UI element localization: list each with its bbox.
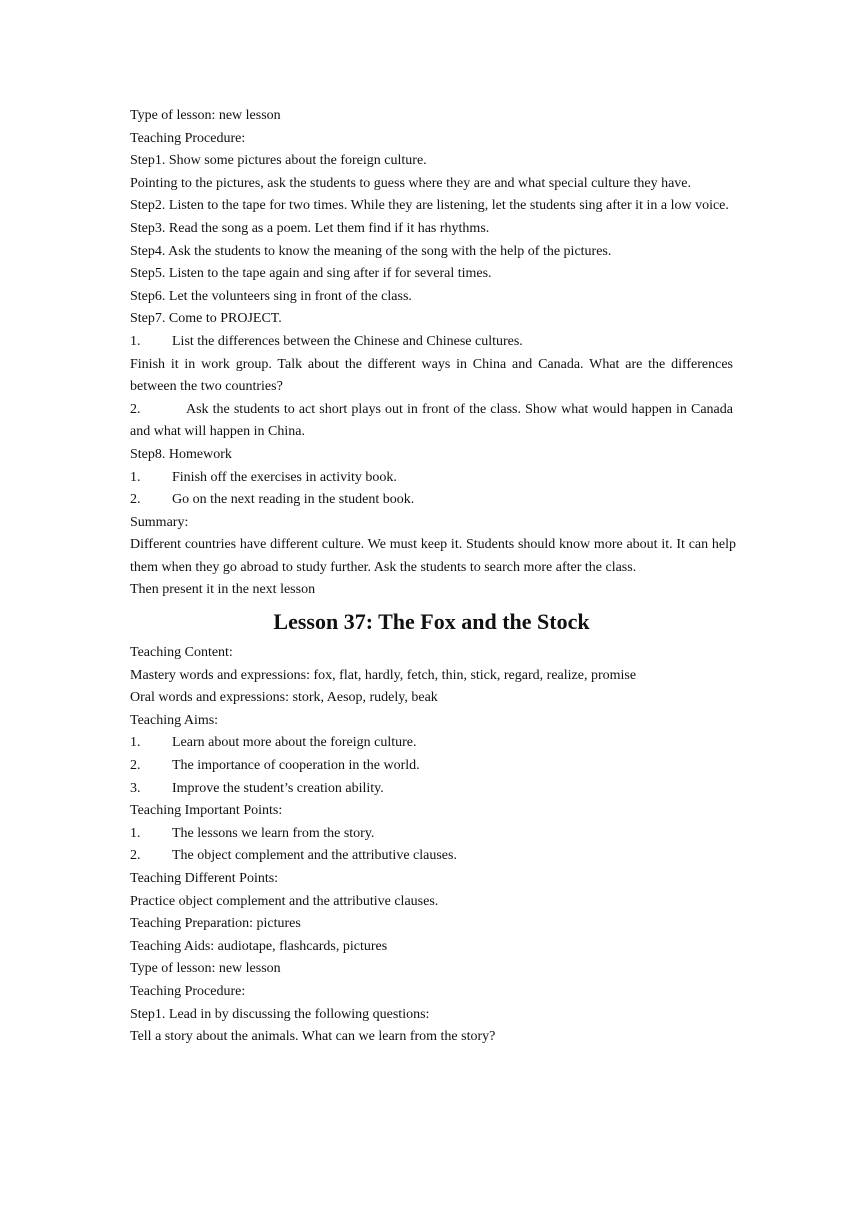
summary-last: Then present it in the next lesson (130, 582, 316, 598)
step-1-detail: Pointing to the pictures, ask the students to guess where they are and what special culture they have. (130, 175, 692, 191)
list-item (130, 845, 733, 868)
list-text: Finish off the exercises in activity book. (172, 469, 397, 485)
list-item (130, 823, 733, 846)
important-heading: Teaching Important Points: (130, 803, 283, 819)
list-text: Ask the students to act short plays out in front of the class. Show what would happen in Canada and what will happen in China. (130, 401, 733, 440)
project-detail: Finish it in work group. Talk about the different ways in China and Canada. What are the differences between the two countries? (130, 356, 733, 395)
summary-text: Different countries have different culture. We must keep it. Students should know more about it. It can help them when they go abroad to study further. Ask the students to search more after the class. (130, 537, 736, 575)
step-1-detail: Tell a story about the animals. What can we learn from the story? (130, 1029, 496, 1045)
list-item (130, 467, 733, 490)
step-2: Step2. Listen to the tape for two times. While they are listening, let the students sing after it in a low voice. (130, 198, 729, 214)
list-item (130, 489, 733, 512)
aids: Teaching Aids: audiotape, flashcards, pictures (130, 938, 388, 954)
list-text: List the differences between the Chinese and Chinese cultures. (172, 333, 523, 349)
procedure-heading: Teaching Procedure: (130, 983, 246, 999)
list-item (130, 732, 733, 755)
list-text: Learn about more about the foreign culture. (172, 735, 417, 751)
list-item (130, 331, 733, 354)
step-1: Step1. Show some pictures about the foreign culture. (130, 153, 427, 169)
summary-heading: Summary: (130, 514, 189, 530)
list-text: Improve the student’s creation ability. (172, 780, 384, 796)
oral-words: Oral words and expressions: stork, Aesop, rudely, beak (130, 690, 438, 706)
type-of-lesson: Type of lesson: new lesson (130, 961, 281, 977)
step-8: Step8. Homework (130, 446, 232, 462)
list-number: 2. (130, 758, 141, 774)
list-text: Go on the next reading in the student book. (172, 492, 415, 508)
list-number: 2. (130, 848, 141, 864)
list-number: 1. (130, 469, 141, 485)
list-item (130, 399, 733, 444)
lesson-title: Lesson 37: The Fox and the Stock (273, 609, 590, 635)
list-text: The lessons we learn from the story. (172, 825, 375, 841)
document-page (130, 105, 736, 1049)
preparation: Teaching Preparation: pictures (130, 916, 301, 932)
aims-heading: Teaching Aims: (130, 712, 219, 728)
step-4: Step4. Ask the students to know the meaning of the song with the help of the pictures. (130, 243, 612, 259)
list-item (130, 755, 733, 778)
mastery-words: Mastery words and expressions: fox, flat, hardly, fetch, thin, stick, regard, realize, promise (130, 667, 637, 683)
list-text: The importance of cooperation in the world. (172, 758, 420, 774)
step-7: Step7. Come to PROJECT. (130, 311, 282, 327)
step-3: Step3. Read the song as a poem. Let them find if it has rhythms. (130, 220, 490, 236)
list-text: The object complement and the attributive clauses. (172, 848, 457, 864)
procedure-heading: Teaching Procedure: (130, 130, 246, 146)
list-number: 1. (130, 333, 141, 349)
list-number: 2. (130, 492, 141, 508)
type-of-lesson: Type of lesson: new lesson (130, 108, 281, 123)
step-6: Step6. Let the volunteers sing in front of the class. (130, 288, 412, 304)
different-text: Practice object complement and the attributive clauses. (130, 893, 439, 909)
step-5: Step5. Listen to the tape again and sing after if for several times. (130, 266, 492, 282)
different-heading: Teaching Different Points: (130, 871, 279, 886)
content-heading: Teaching Content: (130, 645, 233, 661)
step-1: Step1. Lead in by discussing the following questions: (130, 1006, 430, 1022)
list-number: 2. (130, 401, 141, 417)
list-number: 3. (130, 780, 141, 796)
list-item (130, 778, 733, 801)
list-number: 1. (130, 825, 141, 841)
list-number: 1. (130, 735, 141, 751)
